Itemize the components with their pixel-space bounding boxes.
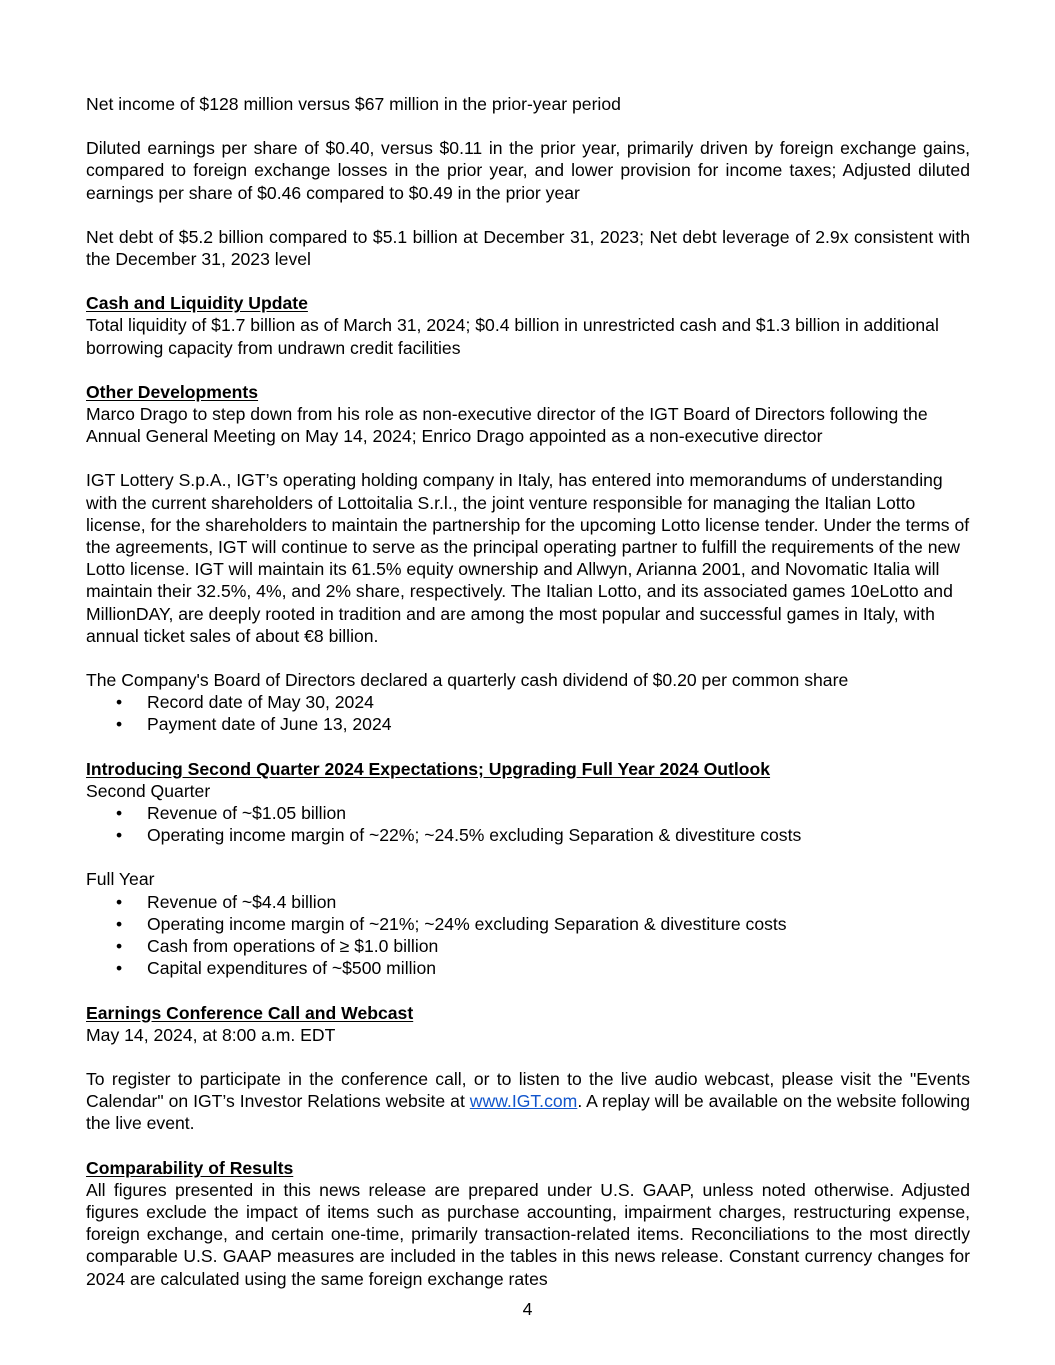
net-debt-paragraph: Net debt of $5.2 billion compared to $5.1 billion at December 31, 2023; Net debt leverage of 2.9x consistent with the December 31, 2023 level <box>86 226 970 270</box>
other-developments-heading: Other Developments <box>86 381 259 402</box>
conference-call-datetime: May 14, 2024, at 8:00 a.m. EDT <box>86 1024 336 1045</box>
second-quarter-label: Second Quarter <box>86 780 211 801</box>
dividend-list <box>86 691 970 735</box>
bullet-icon: • <box>116 891 123 912</box>
outlook-heading: Introducing Second Quarter 2024 Expectations; Upgrading Full Year 2024 Outlook <box>86 758 771 779</box>
list-item-text: Operating income margin of ~22%; ~24.5% excluding Separation & divestiture costs <box>147 825 802 846</box>
list-item <box>86 713 970 735</box>
cash-liquidity-paragraph: Total liquidity of $1.7 billion as of March 31, 2024; $0.4 billion in unrestricted cash and $1.3 billion in additional borrowing capacity from undrawn credit facilities <box>86 315 939 358</box>
bullet-icon: • <box>116 803 123 824</box>
list-item <box>86 824 970 846</box>
second-quarter-list <box>86 802 970 846</box>
list-item-text: Capital expenditures of ~$500 million <box>147 958 437 979</box>
conference-call-heading: Earnings Conference Call and Webcast <box>86 1002 414 1023</box>
list-item <box>86 691 970 713</box>
register-text-after: . A replay will be available on the website following the live event. <box>86 1091 970 1134</box>
bullet-icon: • <box>116 825 123 846</box>
bullet-icon: • <box>116 936 123 957</box>
list-item-text: Record date of May 30, 2024 <box>147 692 374 713</box>
list-item-text: Operating income margin of ~21%; ~24% excluding Separation & divestiture costs <box>147 913 787 934</box>
net-income-paragraph: Net income of $128 million versus $67 million in the prior-year period <box>86 94 621 114</box>
lotto-paragraph: IGT Lottery S.p.A., IGT’s operating holding company in Italy, has entered into memorandums of understanding with the current shareholders of Lottoitalia S.r.l., the joint venture responsible for managing the Italian Lotto license, for the shareholders to maintain the partnership for the upcoming Lotto license tender. Under the terms of the agreements, IGT will continue to serve as the principal operating partner to fulfill the requirements of the new Lotto license. IGT will maintain its 61.5% equity ownership and Allwyn, Arianna 2001, and Novomatic Italia will maintain their 32.5%, 4%, and 2% share, respectively. The Italian Lotto, and its associated games 10eLotto and MillionDAY, are deeply rooted in tradition and are among the most popular and successful games in Italy, with annual ticket sales of about €8 billion. <box>86 470 970 646</box>
conference-call-paragraph <box>86 1068 970 1135</box>
bullet-icon: • <box>116 913 123 934</box>
list-item <box>86 802 970 824</box>
list-item <box>86 891 970 913</box>
list-item <box>86 913 970 935</box>
page-number: 4 <box>522 1299 533 1319</box>
list-item-text: Revenue of ~$1.05 billion <box>147 803 347 824</box>
bullet-icon: • <box>116 714 123 735</box>
diluted-eps-paragraph: Diluted earnings per share of $0.40, versus $0.11 in the prior year, primarily driven by foreign exchange gains, compared to foreign exchange losses in the prior year, and lower provision for income taxes; Adjusted diluted earnings per share of $0.46 compared to $0.49 in the prior year <box>86 138 970 203</box>
register-text-before: To register to participate in the conference call, or to listen to the live audio webcast, please visit the "Events Calendar" on IGT’s Investor Relations website at <box>86 1068 970 1112</box>
comparability-heading: Comparability of Results <box>86 1157 294 1178</box>
document-page <box>86 93 970 1290</box>
list-item <box>86 935 970 957</box>
list-item-text: Payment date of June 13, 2024 <box>147 714 392 735</box>
list-item-text: Revenue of ~$4.4 billion <box>147 891 337 912</box>
comparability-paragraph: All figures presented in this news release are prepared under U.S. GAAP, unless noted otherwise. Adjusted figures exclude the impact of items such as purchase accounting, impairment charges, restructuring expense, foreign exchange, and certain one-time, primarily transaction-related items. Reconciliations to the most directly comparable U.S. GAAP measures are included in the tables in this news release. Constant currency changes for 2024 are calculated using the same foreign exchange rates <box>86 1179 970 1289</box>
bullet-icon: • <box>116 692 123 713</box>
bullet-icon: • <box>116 958 123 979</box>
igt-website-link[interactable]: www.IGT.com <box>469 1091 578 1112</box>
cash-liquidity-heading: Cash and Liquidity Update <box>86 293 308 314</box>
list-item-text: Cash from operations of ≥ $1.0 billion <box>147 936 439 957</box>
list-item <box>86 957 970 979</box>
full-year-label: Full Year <box>86 869 155 890</box>
board-change-paragraph: Marco Drago to step down from his role as non-executive director of the IGT Board of Directors following the Annual General Meeting on May 14, 2024; Enrico Drago appointed as a non-executive director <box>86 404 928 447</box>
full-year-list <box>86 891 970 980</box>
dividend-paragraph: The Company's Board of Directors declared a quarterly cash dividend of $0.20 per common share <box>86 670 849 691</box>
